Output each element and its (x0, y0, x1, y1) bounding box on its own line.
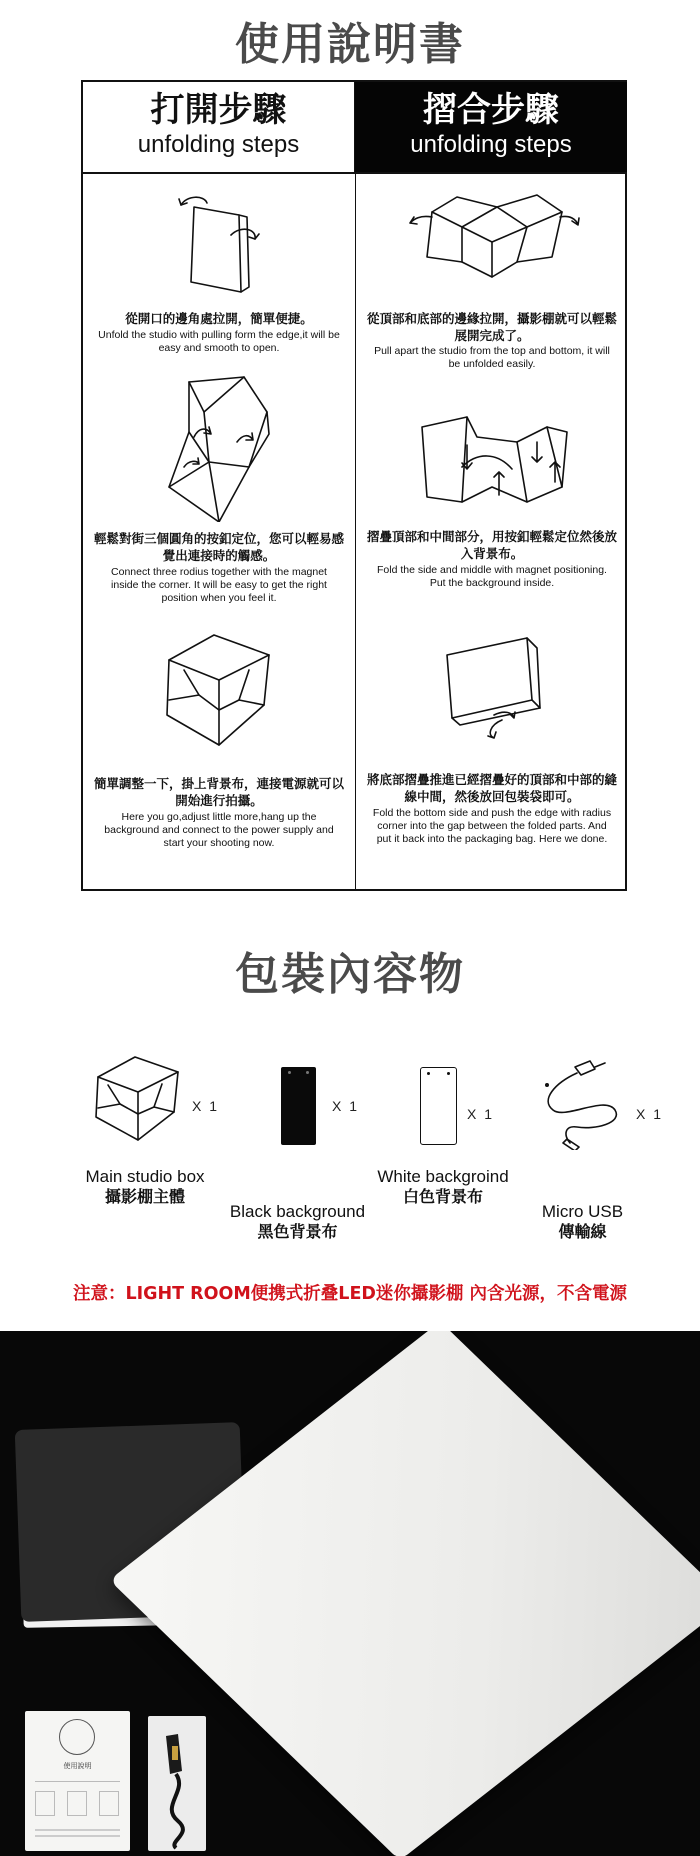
step-text-zh: 將底部摺疊推進已經摺疊好的頂部和中部的縫線中間，然後放回包裝袋即可。 (366, 772, 617, 804)
item-white-background (368, 1167, 518, 1207)
item-black-background (215, 1202, 380, 1242)
connect-corners-illustration (149, 372, 289, 522)
step-text-en: Fold the bottom side and push the edge with radius corner into the gap between the folded parts. And put it back into the packaging bag. Here we done. (372, 807, 612, 845)
step-text-en: Unfold the studio with pulling form the edge,it will be easy and smooth to open. (98, 329, 340, 354)
item-name-zh: 傳輸線 (558, 1222, 607, 1241)
coiled-cable-icon (148, 1716, 206, 1851)
step-text-en: Connect three rodius together with the magnet inside the corner. It will be easy to get the right position when you feel it. (111, 566, 327, 604)
step-fold-2 (356, 407, 628, 647)
item-micro-usb (535, 1202, 630, 1242)
item-name-en: Black background (229, 1202, 366, 1221)
studio-box-illustration (159, 630, 279, 750)
fold-bottom-illustration (432, 630, 552, 740)
item-name-en: Main studio box (85, 1167, 205, 1186)
item-name-zh: 黑色背景布 (257, 1222, 338, 1241)
item-studio-box (60, 1167, 230, 1207)
step-text-en: Fold the side and middle with magnet positioning. Put the background inside. (377, 564, 607, 589)
column-title-en: unfolding steps (410, 131, 572, 158)
item-name-zh: 攝影棚主體 (104, 1187, 185, 1206)
usb-cable-icon (535, 1055, 625, 1150)
contents-title: 包裝內容物 (235, 949, 465, 1000)
studio-box-icon (90, 1052, 185, 1142)
manual-card (25, 1711, 130, 1851)
step-unfold-3 (83, 630, 355, 870)
item-name-en: Micro USB (541, 1202, 624, 1221)
column-header-fold (355, 82, 627, 172)
bag-pull-illustration (169, 187, 269, 297)
notice-text: 注意：LIGHT ROOM便携式折叠LED迷你攝影棚 內含光源，不含電源 (72, 1284, 628, 1304)
step-text-en: Here you go,adjust little more,hang up the background and connect to the power supply and start your shooting now. (104, 811, 334, 849)
step-text-zh: 從頂部和底部的邊緣拉開，攝影棚就可以輕鬆展開完成了。 (366, 311, 617, 343)
step-fold-3 (356, 630, 628, 870)
column-title-zh: 打開步驟 (150, 90, 287, 130)
cable-bag (148, 1716, 206, 1851)
fold-middle-illustration (407, 407, 577, 517)
step-text-zh: 輕鬆對街三個圓角的按釦定位，您可以輕易感覺出連接時的觸感。 (93, 531, 344, 563)
quantity-label: X 1 (192, 1098, 220, 1114)
step-text-zh: 從開口的邊角處拉開，簡單便捷。 (125, 311, 313, 326)
light-room-logo (59, 1719, 95, 1755)
step-text-zh: 摺疊頂部和中間部分，用按釦輕鬆定位然後放入背景布。 (366, 529, 617, 561)
item-name-en: White backgroind (377, 1167, 509, 1186)
page-title: 使用說明書 (235, 19, 465, 70)
white-background-icon (420, 1067, 457, 1145)
header-divider (83, 172, 625, 174)
column-title-zh: 摺合步驟 (423, 90, 559, 130)
item-name-zh: 白色背景布 (402, 1187, 483, 1206)
step-unfold-2 (83, 372, 355, 612)
black-background-icon (281, 1067, 316, 1145)
column-header-unfold (83, 82, 355, 172)
instruction-table (81, 80, 627, 891)
step-fold-1 (356, 177, 628, 417)
pull-apart-illustration (402, 187, 582, 287)
product-photo (0, 1331, 700, 1856)
step-text-zh: 簡單調整一下，掛上背景布，連接電源就可以開始進行拍攝。 (93, 776, 344, 808)
manual-title: 使用說明 (63, 1762, 92, 1770)
quantity-label: X 1 (467, 1106, 495, 1122)
column-title-en: unfolding steps (137, 131, 300, 158)
step-text-en: Pull apart the studio from the top and bottom, it will be unfolded easily. (374, 345, 610, 370)
quantity-label: X 1 (636, 1106, 664, 1122)
quantity-label: X 1 (332, 1098, 360, 1114)
